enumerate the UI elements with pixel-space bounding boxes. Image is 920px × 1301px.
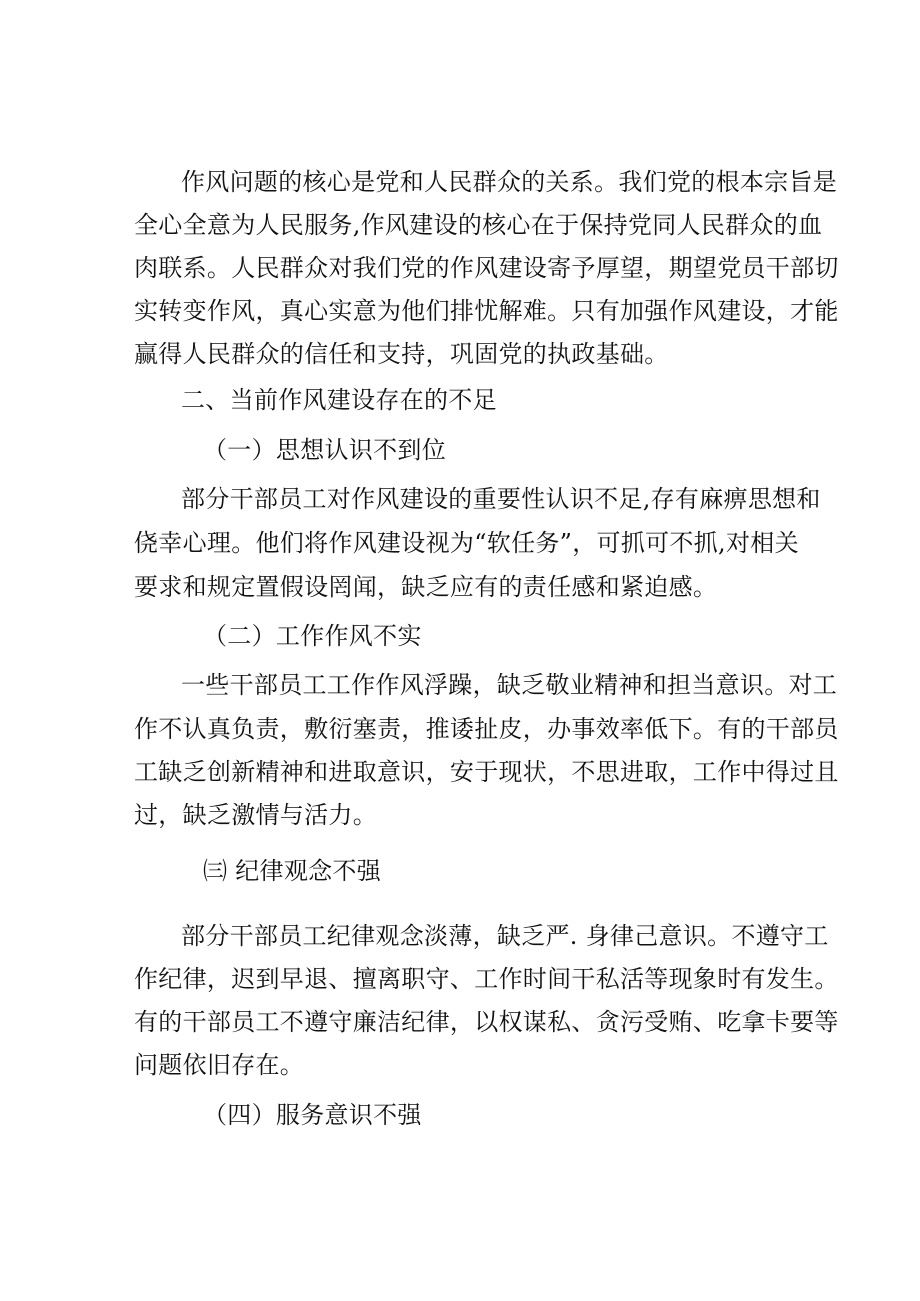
section-heading: 二、当前作风建设存在的不足 (181, 386, 497, 414)
paragraph-line: 全心全意为人民服务,作风建设的核心在于保持党同人民群众的血 (134, 211, 823, 239)
paragraph-line: 实转变作风，真心实意为他们排忧解难。只有加强作风建设，才能 (134, 297, 839, 325)
paragraph-line: 作不认真负责，敷衍塞责，推诿扯皮，办事效率低下。有的干部员 (134, 715, 839, 743)
paragraph-line: 有的干部员工不遵守廉洁纪律，以权谋私、贪污受贿、吃拿卡要等 (134, 1008, 839, 1036)
paragraph-line: 一些干部员工工作作风浮躁，缺乏敬业精神和担当意识。对工 (181, 671, 838, 699)
subsection-heading: （四）服务意识不强 (203, 1101, 422, 1129)
paragraph-line: 作风问题的核心是党和人民群众的关系。我们党的根本宗旨是 (181, 168, 838, 196)
subsection-heading: （二）工作作风不实 (203, 622, 422, 650)
paragraph-line: 过，缺乏激情与活力。 (134, 801, 377, 829)
paragraph-line: 赢得人民群众的信任和支持，巩固党的执政基础。 (134, 340, 669, 368)
subsection-heading: ㈢ 纪律观念不强 (203, 857, 382, 885)
paragraph-line: 问题依旧存在。 (134, 1051, 305, 1079)
paragraph-line: 部分干部员工纪律观念淡薄，缺乏严. 身律己意识。不遵守工 (181, 922, 829, 950)
paragraph-line: 侥幸心理。他们将作风建设视为“软任务”，可抓可不抓,对相关 (134, 529, 799, 557)
paragraph-line: 工缺乏创新精神和进取意识，安于现状，不思进取，工作中得过且 (134, 758, 839, 786)
paragraph-line: 作纪律，迟到早退、擅离职守、工作时间干私活等现象时有发生。 (134, 965, 839, 993)
paragraph-line: 要求和规定置假设罔闻，缺乏应有的责任感和紧迫感。 (134, 573, 718, 601)
subsection-heading: （一）思想认识不到位 (203, 436, 446, 464)
paragraph-line: 部分干部员工对作风建设的重要性认识不足,存有麻痹思想和 (181, 485, 821, 513)
paragraph-line: 肉联系。人民群众对我们党的作风建设寄予厚望，期望党员干部切 (134, 254, 839, 282)
